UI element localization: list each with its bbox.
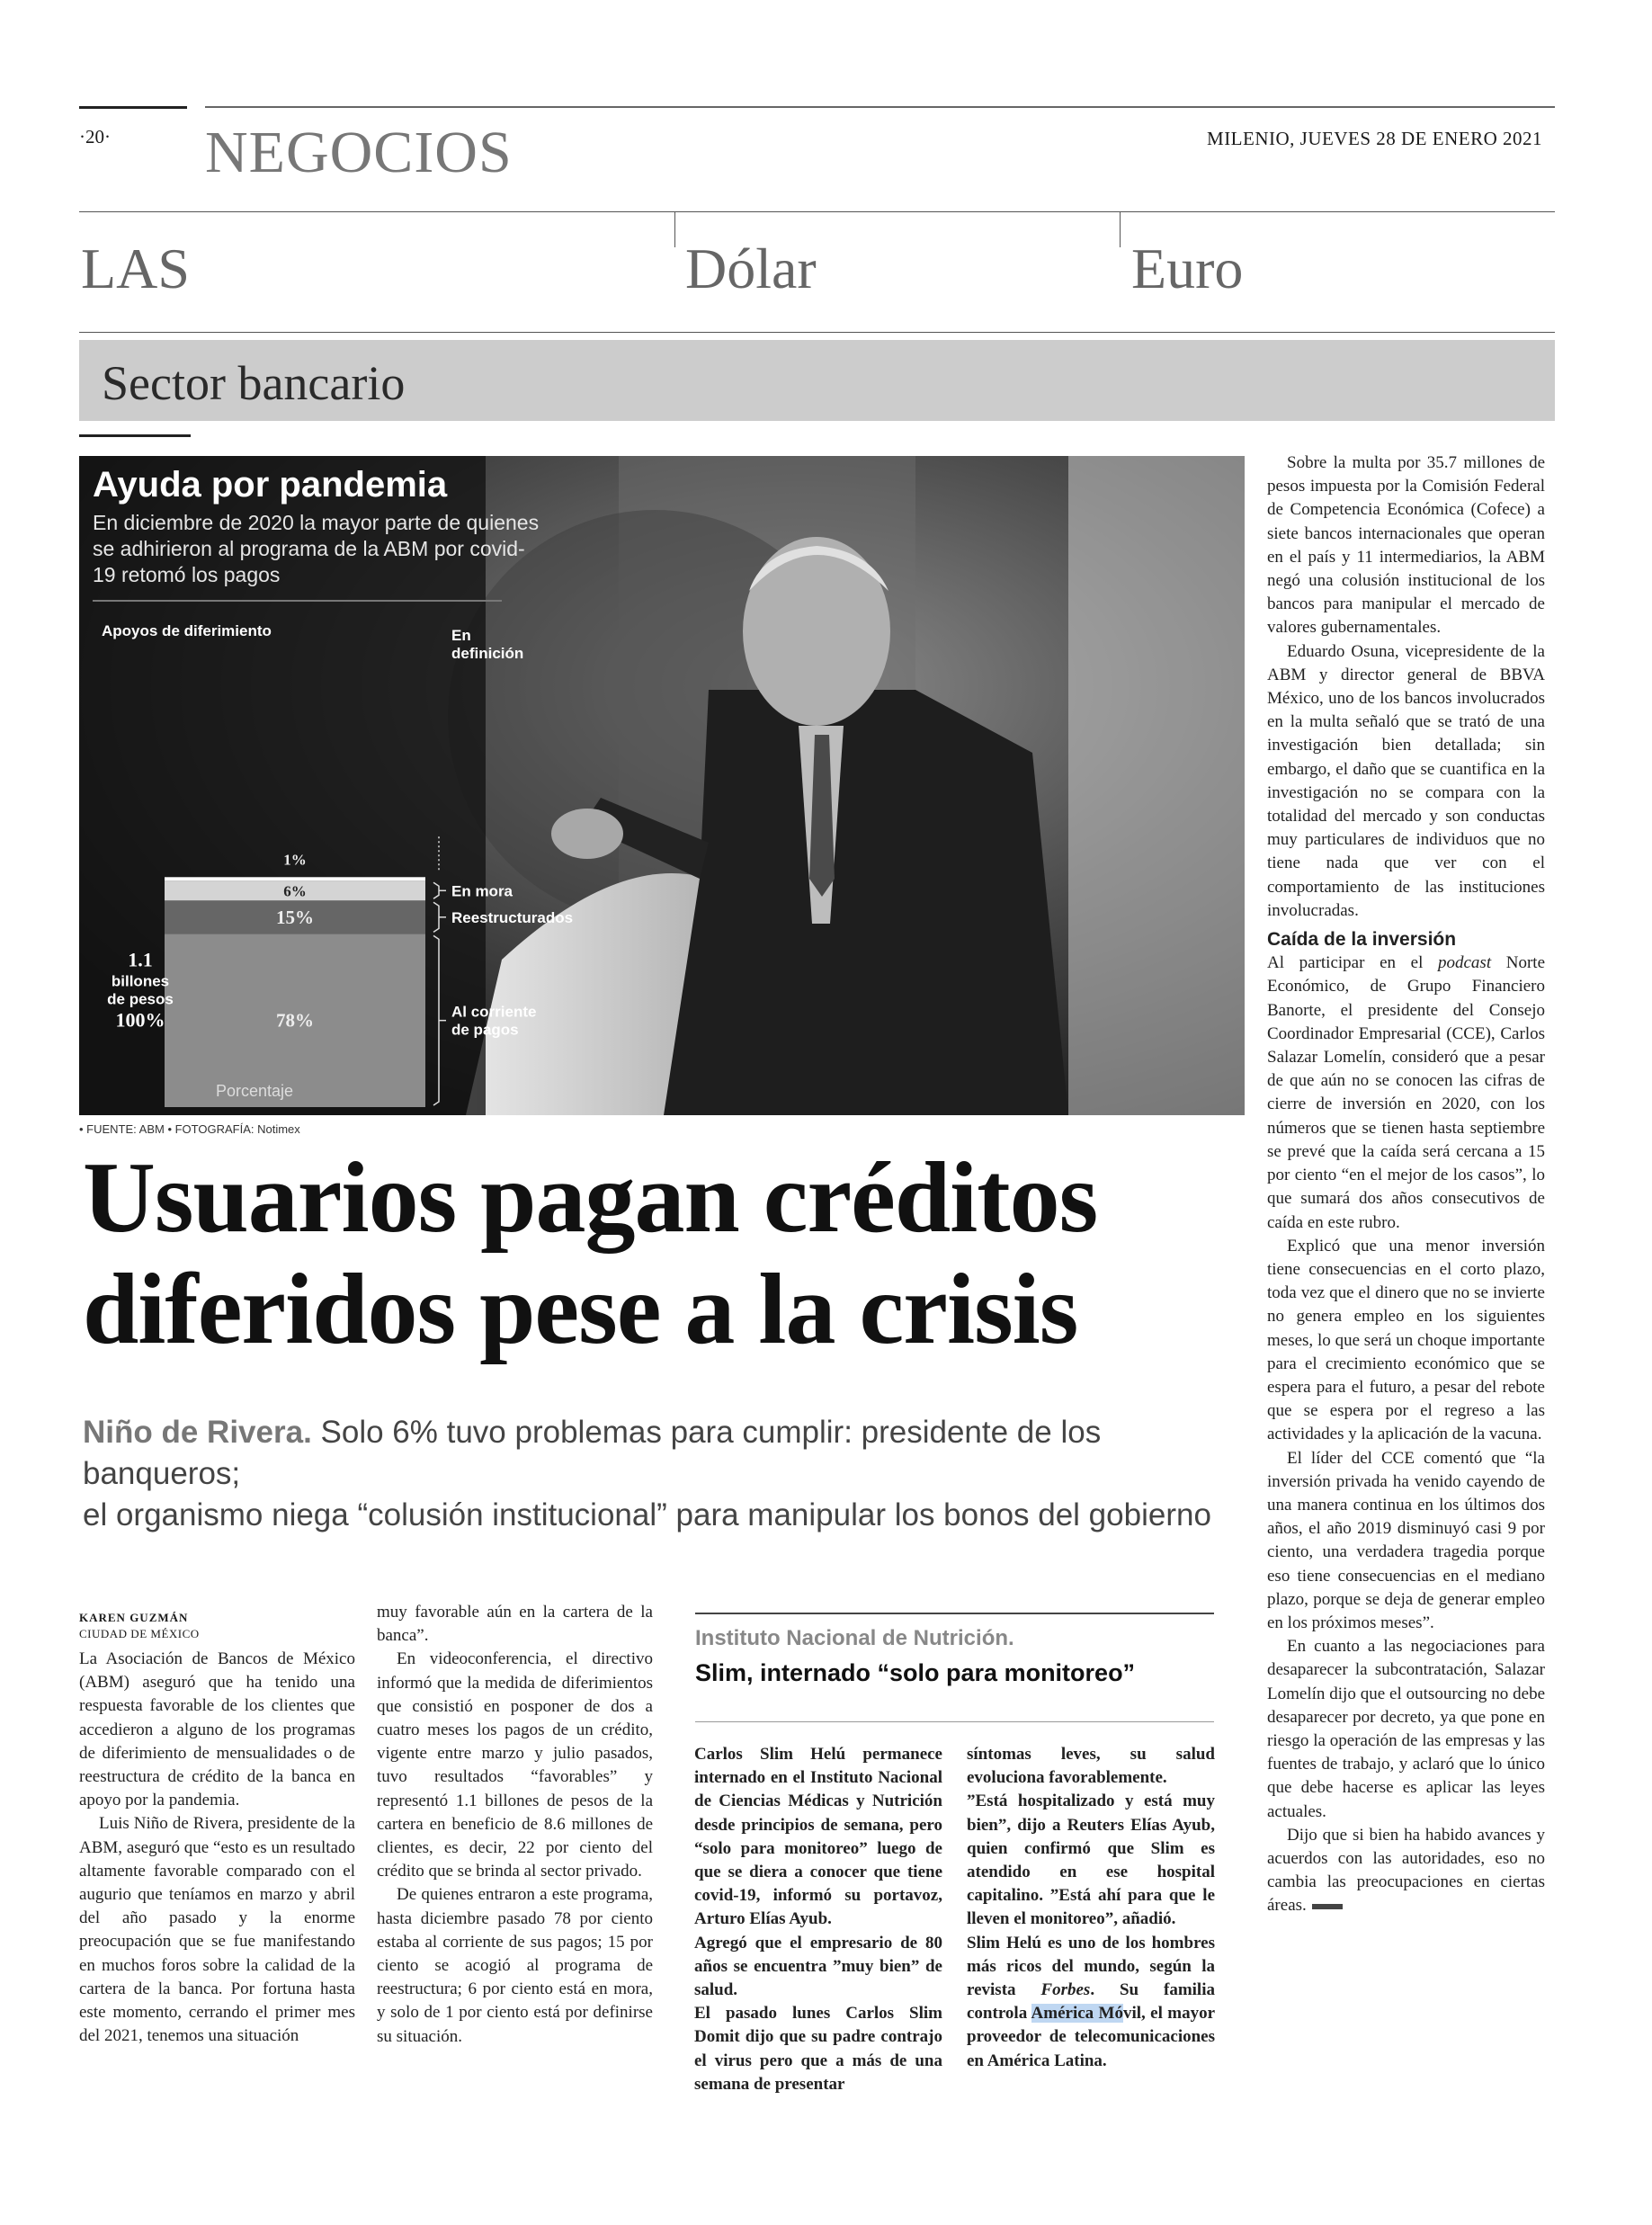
markets-label-2: Dólar [685, 237, 817, 300]
banner-top-rule [79, 332, 1555, 333]
text: . Su familia controla [967, 1980, 1215, 2024]
text: Norte Económico, de Grupo Financiero Banorte, el presidente del Consejo Coordinador Empresarial (CCE), Carlos Salazar Lomelín, consideró que a pesar de que aún no se conocen las cifras de cierre de inversión en 2020, con los números que se tienen hasta septiembre se prevé que la caída será cercana a 15 por ciento “en el mejor de los casos”, lo que sumará dos años consecutivos de caída en este rubro. [1267, 953, 1546, 1232]
dateline: MILENIO, JUEVES 28 DE ENERO 2021 [1207, 128, 1542, 149]
chart-heading: Apoyos de diferimiento [102, 622, 272, 639]
paragraph: muy favorable aún en la cartera de la banca”. [377, 1603, 653, 1646]
total-unit-2: de pesos [107, 990, 174, 1008]
magazine-name: Forbes [1040, 1980, 1091, 2000]
paragraph: En cuanto a las negociaciones para desaparecer la subcontratación, Salazar Lomelín dijo que el outsourcing no debe desaparecer por decreto, ya que pone en riesgo la operación de las empresas y las fuentes de trabajo, y aclaró que lo único que debe hacerse es aplicar las leyes actuales. [1267, 1637, 1545, 1821]
headline [83, 1142, 1252, 1365]
paragraph [1267, 952, 1545, 1234]
paragraph: De quienes entraron a este programa, hasta diciembre pasado 78 por ciento estaba al corriente de sus pagos; 15 por ciento se acogió al programa de reestructura; 6 por ciento está en mora, y solo de 1 por ciento está por definirse su situación. [377, 1885, 653, 2046]
paragraph: En videoconferencia, el directivo informó que la medida de diferimientos que consistió en posponer de dos a cuatro meses los pagos de un crédito, vigente entre marzo y julio pasados, tuvo resultados “favorables” y representó 1.1 billones de pesos de la cartera en beneficio de 8.6 millones de clientes, es decir, 22 por ciento del crédito que se brinda al sector privado. [377, 1649, 653, 1881]
paragraph: El líder del CCE comentó que “la inversión privada ha venido cayendo de una manera continua en los últimos dos años, el año 2019 disminuyó casi 9 por ciento, una verdadera tragedia porque eso tiene consecuencias en el mediano plazo, porque se deja de generar empleo en los próximos meses”. [1267, 1448, 1545, 1632]
article-column-right [1267, 451, 1545, 1918]
paragraph: Carlos Slim Helú permanece internado en el Instituto Nacional de Ciencias Médicas y Nutrición desde principios de semana, pero “solo para monitoreo” luego de que se diera a conocer que tiene covid-19, informó su portavoz, Arturo Elías Ayub. [694, 1745, 942, 1929]
text: vil, el mayor proveedor de telecomunicaciones en América Latina. [967, 2004, 1215, 2070]
deck-line-1-text: Solo 6% tuvo problemas para cumplir: presidente de los banqueros; [83, 1415, 1102, 1491]
top-rule-left [79, 106, 187, 109]
section-banner [79, 340, 1555, 421]
subhead: Caída de la inversión [1267, 929, 1457, 951]
category-label-3: En mora [451, 882, 513, 900]
byline-author: KAREN GUZMÁN [79, 1611, 189, 1624]
paragraph: El pasado lunes Carlos Slim Domit dijo que su padre contrajo el virus pero que a más de una semana de presentar [694, 2004, 942, 2094]
chart-title: Ayuda por pandemia [93, 465, 448, 505]
box-column-2 [967, 1743, 1215, 2073]
total-unit-1: billones [111, 972, 170, 990]
paragraph: Explicó que una menor inversión tiene consecuencias en el corto plazo, toda vez que el dinero que no se invierte no genera empleo en los siguientes meses, lo que será un choque importante para el crecimiento económico que se espera para el futuro, a pesar del rebote que se espera por el regreso a las actividades y la aplicación de la vacuna. [1267, 1236, 1545, 1444]
category-label-1: Al corriente [451, 1003, 537, 1021]
headline-line-2: diferidos pese a la crisis [83, 1254, 1078, 1365]
paragraph: La Asociación de Bancos de México (ABM) aseguró que ha tenido una respuesta favorable de los clientes que accedieron a alguno de los programas de diferimiento de mensualidades o de reestructura de crédito de la banca en apoyo por la pandemia. [79, 1649, 355, 1810]
category-label-4: En [451, 627, 471, 644]
data-label-2: 15% [276, 906, 314, 928]
markets-divider-1 [674, 211, 675, 247]
source-credit: • FUENTE: ABM • FOTOGRAFÍA: Notimex [79, 1122, 300, 1136]
paragraph [1267, 1824, 1545, 1918]
box-top-rule [695, 1613, 1214, 1614]
bracket-1 [433, 935, 439, 1105]
text: Al participar en el [1267, 953, 1438, 973]
category-label-2: Reestructurados [451, 908, 574, 926]
byline-city: CIUDAD DE MÉXICO [79, 1627, 200, 1640]
category-label-4: definición [451, 645, 524, 662]
paragraph: ”Está hospitalizado y está muy bien”, dijo a Reuters Elías Ayub, quien confirmó que Slim es atendido en ese hospital capitalino. ”Está ahí para que le lleven el monitoreo”, añadió. [967, 1792, 1215, 1929]
data-label-4: 1% [283, 851, 307, 869]
total-value: 1.1 [128, 948, 153, 971]
section-title: NEGOCIOS [205, 120, 513, 185]
banner-bottom-rule [79, 434, 191, 437]
markets-label-1: LAS [81, 237, 190, 300]
article-column-1 [79, 1648, 355, 2048]
paragraph: Sobre la multa por 35.7 millones de pesos impuesta por la Comisión Federal de Competencia Económica (Cofece) a siete bancos internacionales que operan en el país y 11 intermediarios, la ABM negó una colusión institucional de los bancos para manipular el mercado de valores gubernamentales. [1267, 453, 1545, 638]
markets-divider-2 [1120, 211, 1121, 247]
photo-with-chart [79, 456, 1245, 1115]
chart-subtitle: En diciembre de 2020 la mayor parte de quienes se adhirieron al programa de la ABM por covid-19 retomó los pagos [93, 511, 540, 586]
headline-line-1: Usuarios pagan créditos [83, 1142, 1098, 1254]
x-axis-label: Porcentaje [215, 1082, 294, 1100]
box-head-rule [695, 1721, 1214, 1722]
category-label-1: de pagos [451, 1021, 519, 1039]
paragraph: síntomas leves, su salud evoluciona favorablemente. [967, 1745, 1215, 1788]
data-label-1: 78% [276, 1009, 314, 1032]
bar-segment-4 [165, 877, 425, 880]
deck-line-1 [83, 1412, 1252, 1495]
data-label-3: 6% [283, 882, 307, 900]
box-column-1 [694, 1743, 942, 2096]
stacked-bar-chart [79, 456, 583, 1115]
bracket-2 [433, 902, 439, 932]
top-rule-right [205, 106, 1555, 108]
total-percent: 100% [115, 1008, 165, 1032]
article-column-2 [377, 1601, 653, 2049]
bracket-3 [433, 882, 439, 898]
paragraph: Luis Niño de Rivera, presidente de la ABM, aseguró que “esto es un resultado altamente favorable comparado con el augurio que teníamos en marzo y abril del año pasado y la enorme preocupación que se fue manifestando en muchos foros sobre la calidad de la cartera de la banca. Por fortuna hasta este momento, cerrando el primer mes del 2021, tenemos una situación [79, 1814, 355, 2046]
italic-text: podcast [1438, 953, 1492, 973]
markets-label-3: Euro [1131, 237, 1244, 300]
markets-top-rule [79, 211, 1555, 212]
deck-lead: Niño de Rivera. [83, 1415, 312, 1450]
highlighted-text[interactable]: América Mó [1031, 2004, 1123, 2024]
text: Slim Helú es uno de los hombres más ricos del mundo, según la revista [967, 1933, 1215, 2000]
page-number: ·20· [79, 126, 111, 147]
deck-line-2: el organismo niega “colusión institucional” para manipular los bonos del gobierno [83, 1497, 1211, 1532]
section-banner-label: Sector bancario [102, 356, 406, 410]
text: Dijo que si bien ha habido avances y acuerdos con las autoridades, eso no cambia las preocupaciones en ciertas áreas. [1267, 1825, 1545, 1916]
paragraph [967, 1932, 1215, 2073]
deck [83, 1412, 1252, 1536]
paragraph: Agregó que el empresario de 80 años se encuentra ”muy bien” de salud. [694, 1933, 942, 2000]
end-mark [1312, 1904, 1343, 1909]
box-kicker: Instituto Nacional de Nutrición. [695, 1626, 1014, 1650]
box-headline: Slim, internado “solo para monitoreo” [695, 1659, 1136, 1686]
paragraph: Eduardo Osuna, vicepresidente de la ABM y director general de BBVA México, uno de los bancos involucrados en la multa señaló que se trató de una investigación bien detallada; sin embargo, el daño que se cuantifica en la investigación no se compara con la totalidad del mercado y son conductas muy particulares de individuos que no tiene nada que ver con el comportamiento de las instituciones involucradas. [1267, 641, 1545, 920]
